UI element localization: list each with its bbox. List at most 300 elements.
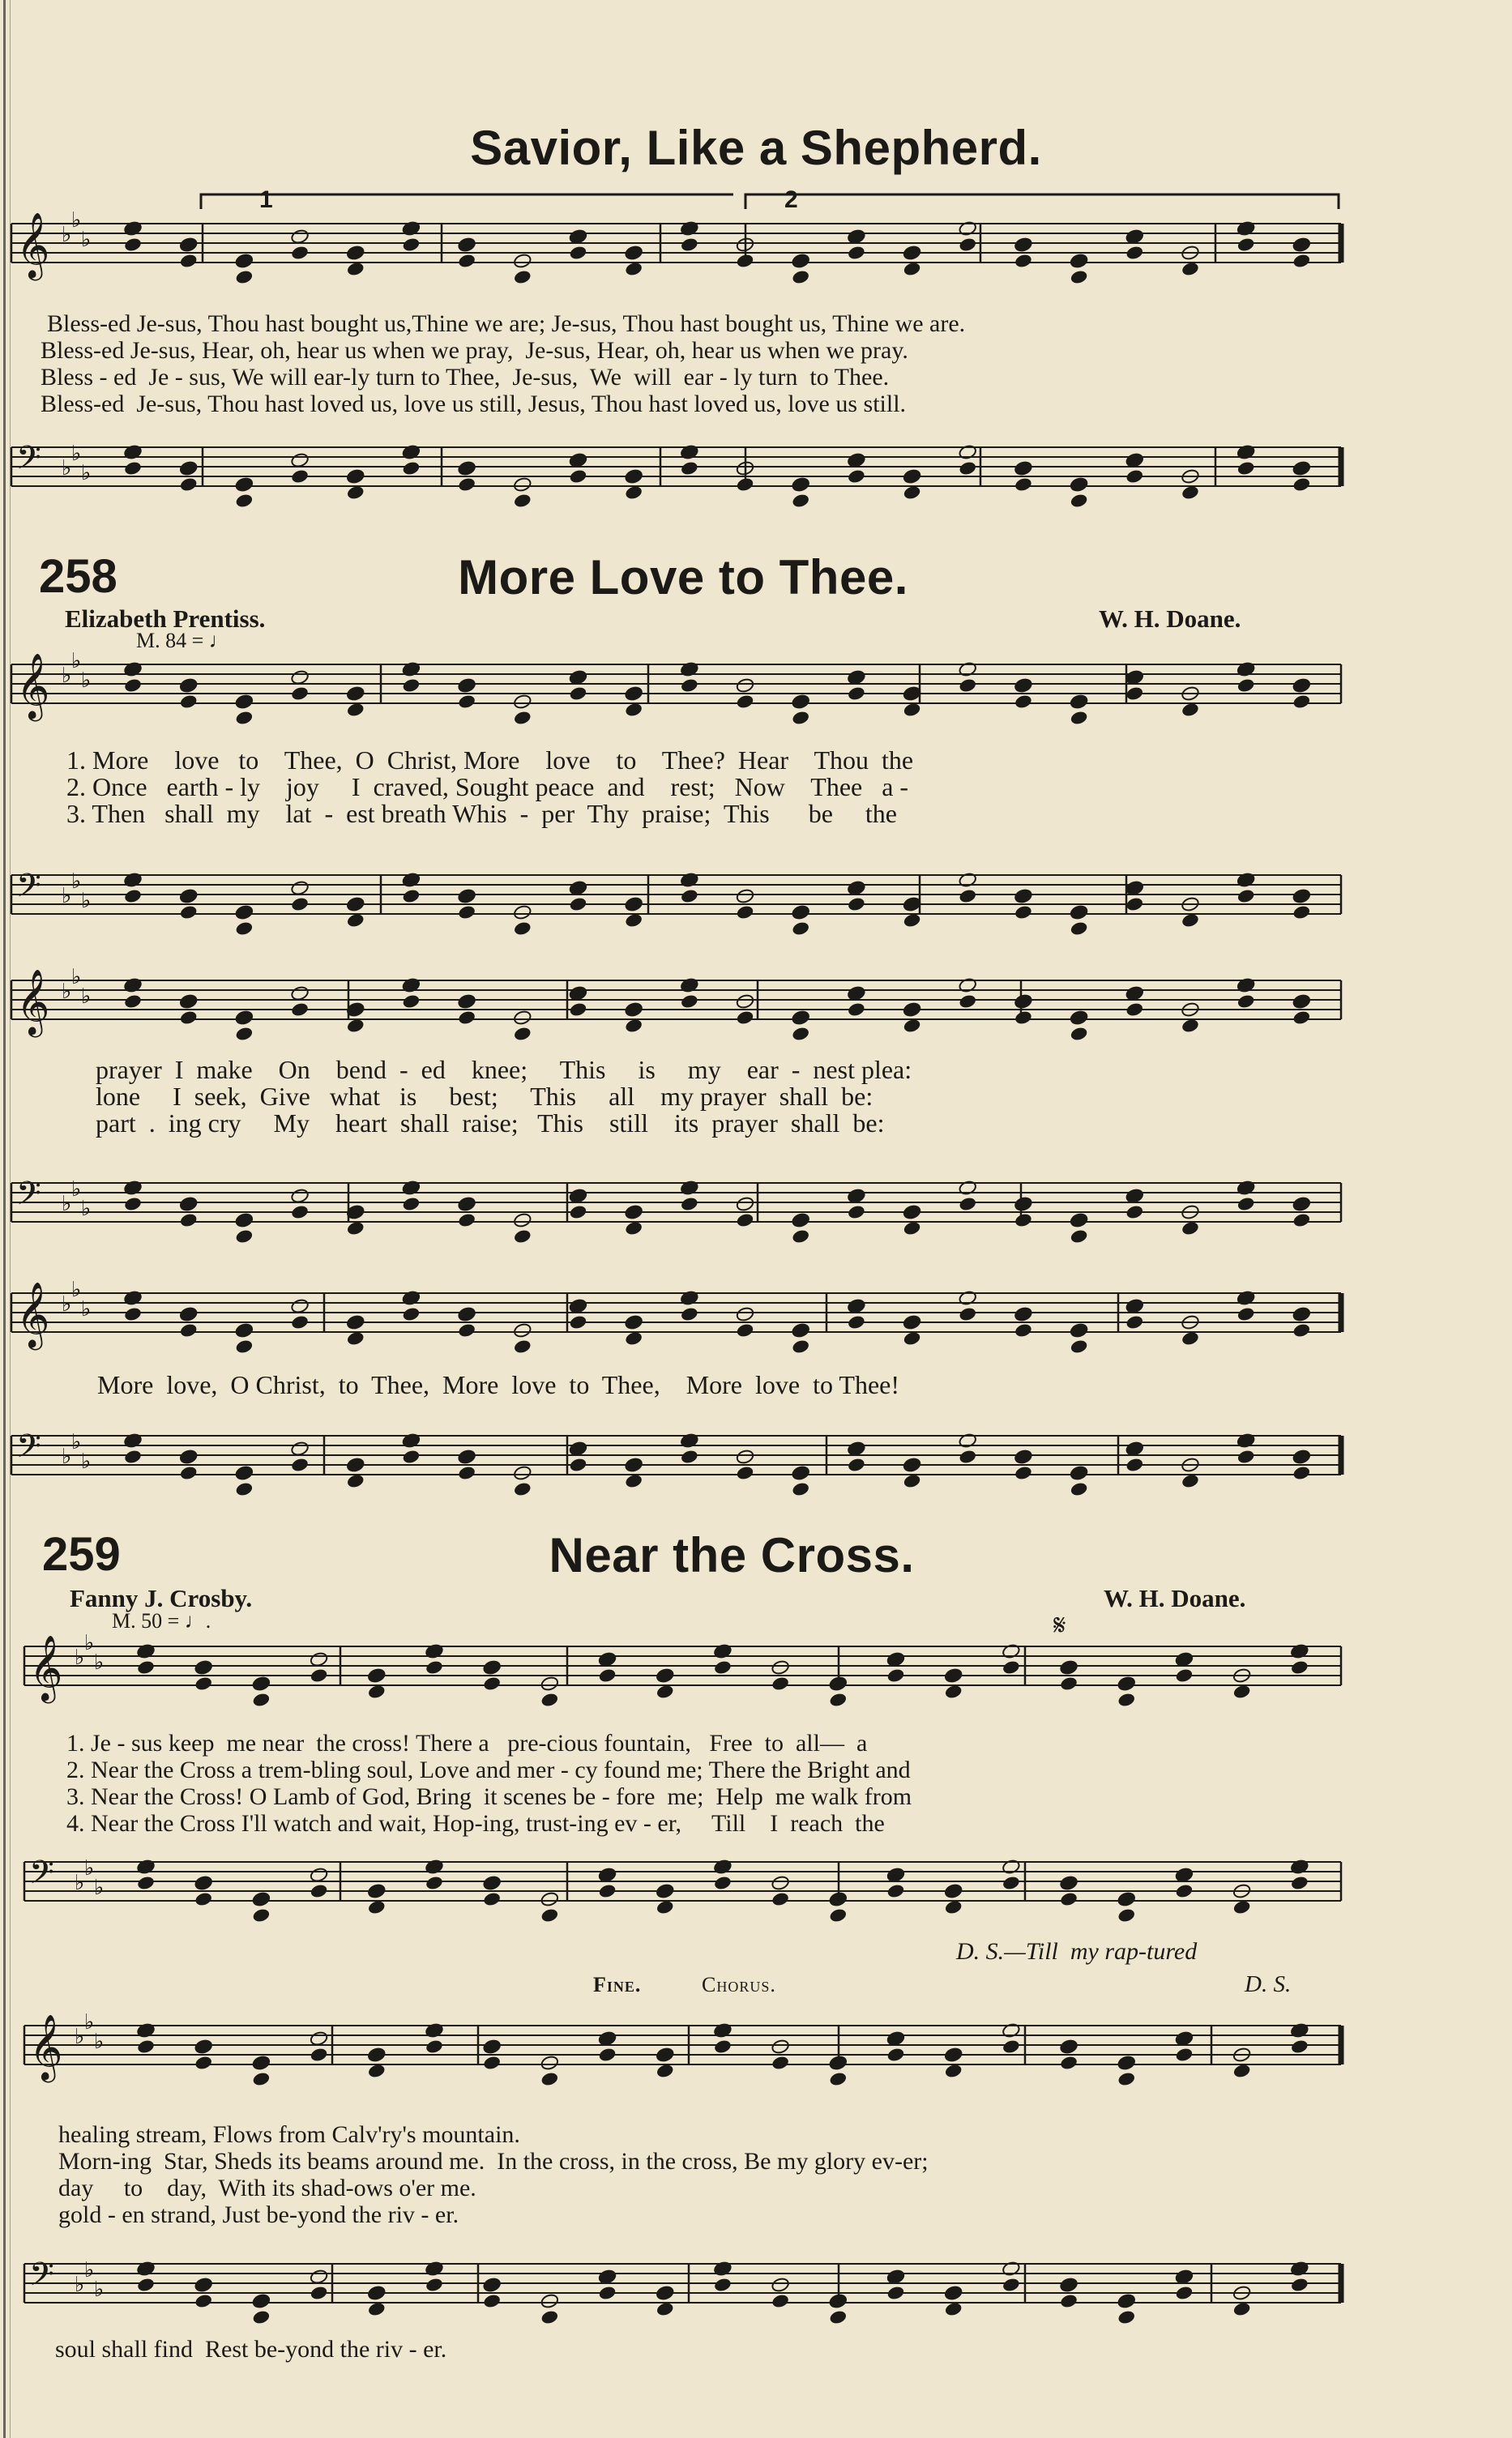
note-head: [482, 1659, 502, 1676]
note-head: [1292, 253, 1312, 269]
note-head: [1175, 1667, 1194, 1684]
note-head: [1181, 912, 1200, 929]
note-head: [540, 1676, 560, 1692]
note-head: [310, 2269, 329, 2285]
note-head: [290, 228, 310, 245]
note-head: [457, 237, 476, 253]
flat-sign-icon: ♭: [81, 228, 92, 252]
note-head: [179, 993, 199, 1010]
note-head: [1059, 1875, 1078, 1891]
note-head: [624, 468, 643, 485]
note-head: [513, 694, 532, 710]
note-head: [1292, 694, 1312, 710]
note-head: [235, 1010, 254, 1026]
note-head: [958, 677, 977, 694]
note-head: [656, 2047, 675, 2063]
note-head: [1059, 1676, 1078, 1692]
note-head: [847, 1188, 866, 1204]
note-head: [847, 1314, 866, 1330]
note-head: [1237, 888, 1256, 904]
note-head: [736, 904, 755, 920]
hymn3-s2-treble-staff: [24, 2010, 1341, 2082]
hymn2-s2-line-3: part . ing cry My heart shall raise; This still its prayer shall be:: [96, 1108, 885, 1138]
note-head: [290, 1314, 310, 1330]
note-head: [903, 1314, 922, 1330]
note-head: [310, 1667, 329, 1684]
note-head: [656, 2285, 675, 2301]
hymn-title-savior: Savior, Like a Shepherd.: [470, 121, 1042, 175]
note-head: [598, 2047, 617, 2063]
note-head: [513, 1026, 532, 1042]
note-head: [791, 1465, 810, 1481]
note-head: [791, 694, 810, 710]
note-head: [1070, 253, 1089, 269]
note-head: [736, 888, 755, 904]
note-head: [1125, 669, 1144, 685]
note-head: [513, 253, 532, 269]
note-head: [252, 1907, 271, 1924]
note-head: [1237, 1449, 1256, 1465]
hymn3-s1-line-2: 2. Near the Cross a trem-bling soul, Love and mer - cy found me; There the Bright and: [66, 1757, 911, 1783]
note-head: [1232, 1899, 1252, 1915]
note-head: [310, 2047, 329, 2063]
note-head: [1292, 1306, 1312, 1322]
note-head: [624, 685, 643, 702]
note-head: [1014, 237, 1033, 253]
flat-sign-icon: ♭: [62, 980, 72, 1004]
note-head: [1125, 468, 1144, 485]
note-head: [457, 1212, 476, 1228]
note-head: [847, 985, 866, 1001]
note-head: [903, 912, 922, 929]
note-head: [1125, 985, 1144, 1001]
note-head: [425, 2039, 444, 2055]
note-head: [1237, 1306, 1256, 1322]
note-head: [598, 1867, 617, 1883]
treble-clef-icon: 𝄞: [16, 211, 50, 278]
note-head: [367, 1899, 387, 1915]
note-head: [1117, 2055, 1136, 2071]
note-head: [847, 896, 866, 912]
note-head: [624, 1473, 643, 1489]
note-head: [680, 677, 699, 694]
note-head: [1125, 1001, 1144, 1018]
flat-sign-icon: ♭: [62, 884, 72, 908]
note-head: [513, 476, 532, 493]
note-head: [513, 1465, 532, 1481]
note-head: [1117, 1676, 1136, 1692]
note-head: [1117, 2309, 1136, 2325]
note-head: [847, 452, 866, 468]
note-head: [1292, 1465, 1312, 1481]
note-head: [1059, 2055, 1078, 2071]
note-head: [791, 904, 810, 920]
note-head: [136, 1659, 156, 1676]
flat-sign-icon: ♭: [81, 984, 92, 1009]
note-head: [482, 2039, 502, 2055]
note-head: [235, 253, 254, 269]
note-head: [136, 2039, 156, 2055]
note-head: [1290, 1875, 1309, 1891]
note-head: [958, 993, 977, 1010]
note-head: [123, 1306, 143, 1322]
note-head: [791, 493, 810, 509]
note-head: [771, 1891, 790, 1907]
hymn2-s3-treble-staff: [11, 1278, 1341, 1350]
note-head: [425, 2277, 444, 2293]
note-head: [179, 237, 199, 253]
hymn3-metronome: M. 50 = ♩.: [112, 1609, 211, 1633]
flat-sign-icon: ♭: [71, 869, 82, 894]
note-head: [235, 1481, 254, 1497]
note-head: [736, 476, 755, 493]
note-head: [1070, 1212, 1089, 1228]
note-head: [1292, 677, 1312, 694]
chorus-label: Chorus.: [702, 1973, 776, 1996]
note-head: [179, 460, 199, 476]
note-head: [598, 2030, 617, 2047]
note-head: [310, 2030, 329, 2047]
flat-sign-icon: ♭: [75, 2273, 85, 2297]
note-head: [680, 993, 699, 1010]
segno-sign: 𝄋: [1053, 1609, 1066, 1642]
flat-sign-icon: ♭: [71, 965, 82, 989]
note-head: [1117, 2293, 1136, 2309]
note-head: [886, 2269, 906, 2285]
note-head: [958, 1449, 977, 1465]
flat-sign-icon: ♭: [84, 1631, 95, 1655]
note-head: [903, 1330, 922, 1347]
note-head: [1181, 485, 1200, 501]
flat-sign-icon: ♭: [71, 649, 82, 673]
note-head: [791, 710, 810, 726]
note-head: [513, 269, 532, 285]
note-head: [1014, 253, 1033, 269]
note-head: [944, 2063, 963, 2079]
note-head: [680, 1306, 699, 1322]
note-head: [1070, 1481, 1089, 1497]
note-head: [1290, 1659, 1309, 1676]
note-head: [847, 669, 866, 685]
note-head: [179, 1449, 199, 1465]
note-head: [310, 2285, 329, 2301]
note-head: [457, 1010, 476, 1026]
note-head: [656, 2063, 675, 2079]
note-head: [540, 1692, 560, 1708]
note-head: [1070, 1465, 1089, 1481]
note-head: [828, 2309, 848, 2325]
note-head: [290, 1188, 310, 1204]
note-head: [1290, 2277, 1309, 2293]
hymn2-s1-line-1: 1. More love to Thee, O Christ, More love to Thee? Hear Thou the: [66, 745, 914, 775]
note-head: [771, 2039, 790, 2055]
flat-sign-icon: ♭: [75, 1646, 85, 1670]
note-head: [680, 460, 699, 476]
note-head: [540, 2071, 560, 2087]
note-head: [847, 1441, 866, 1457]
note-head: [123, 460, 143, 476]
note-head: [1175, 1883, 1194, 1899]
note-head: [457, 1322, 476, 1339]
note-head: [1070, 1026, 1089, 1042]
note-head: [310, 1651, 329, 1667]
note-head: [367, 1883, 387, 1899]
note-head: [1125, 228, 1144, 245]
note-head: [235, 269, 254, 285]
note-head: [886, 2047, 906, 2063]
note-head: [736, 1010, 755, 1026]
note-head: [958, 1306, 977, 1322]
flat-sign-icon: ♭: [71, 1177, 82, 1202]
note-head: [791, 269, 810, 285]
note-head: [290, 1204, 310, 1220]
note-head: [624, 1001, 643, 1018]
note-head: [346, 1018, 365, 1034]
note-head: [367, 2063, 387, 2079]
flat-sign-icon: ♭: [62, 1445, 72, 1469]
note-head: [235, 1212, 254, 1228]
note-head: [1232, 2063, 1252, 2079]
note-head: [791, 1228, 810, 1245]
note-head: [457, 1449, 476, 1465]
note-head: [540, 2309, 560, 2325]
hymn3-s2-line-4: gold - en strand, Just be-yond the riv - er.: [58, 2201, 459, 2228]
note-head: [235, 1322, 254, 1339]
note-head: [1014, 993, 1033, 1010]
note-head: [1292, 1010, 1312, 1026]
note-head: [1125, 896, 1144, 912]
note-head: [569, 880, 588, 896]
note-head: [791, 1339, 810, 1355]
note-head: [1014, 888, 1033, 904]
note-head: [1237, 1196, 1256, 1212]
note-head: [179, 1196, 199, 1212]
note-head: [828, 1692, 848, 1708]
note-head: [194, 2039, 213, 2055]
flat-sign-icon: ♭: [94, 2030, 105, 2054]
hymn3-composer: W. H. Doane.: [1104, 1584, 1246, 1612]
note-head: [123, 993, 143, 1010]
note-head: [656, 1883, 675, 1899]
note-head: [958, 1196, 977, 1212]
note-head: [482, 2055, 502, 2071]
note-head: [346, 245, 365, 261]
note-head: [1181, 1220, 1200, 1236]
hymn-title-near-the-cross: Near the Cross.: [549, 1528, 915, 1582]
note-head: [656, 1684, 675, 1700]
treble-clef-icon: 𝄞: [16, 652, 50, 719]
note-head: [656, 1899, 675, 1915]
note-head: [944, 2285, 963, 2301]
flat-sign-icon: ♭: [94, 1876, 105, 1900]
note-head: [886, 1651, 906, 1667]
note-head: [791, 1010, 810, 1026]
note-head: [1070, 694, 1089, 710]
note-head: [367, 2301, 387, 2317]
note-head: [235, 1465, 254, 1481]
note-head: [235, 493, 254, 509]
note-head: [513, 1228, 532, 1245]
note-head: [569, 468, 588, 485]
note-head: [1175, 1651, 1194, 1667]
flat-sign-icon: ♭: [62, 456, 72, 480]
note-head: [179, 253, 199, 269]
note-head: [1117, 2071, 1136, 2087]
note-head: [736, 1306, 755, 1322]
note-head: [290, 468, 310, 485]
note-head: [886, 1883, 906, 1899]
note-head: [179, 1010, 199, 1026]
treble-clef-icon: 𝄞: [29, 1634, 63, 1701]
note-head: [828, 1907, 848, 1924]
note-head: [1232, 1684, 1252, 1700]
note-head: [402, 1196, 421, 1212]
note-head: [310, 1883, 329, 1899]
hymn3-s2-bass-staff: [24, 2256, 1341, 2303]
note-head: [680, 237, 699, 253]
note-head: [771, 2293, 790, 2309]
note-head: [903, 261, 922, 277]
note-head: [944, 1883, 963, 1899]
ds-label: D. S.: [1245, 1971, 1292, 1997]
note-head: [656, 1667, 675, 1684]
note-head: [290, 685, 310, 702]
bass-clef-icon: 𝄢: [29, 1854, 54, 1899]
note-head: [903, 485, 922, 501]
note-head: [791, 476, 810, 493]
note-head: [346, 1457, 365, 1473]
note-head: [540, 2293, 560, 2309]
note-head: [569, 985, 588, 1001]
note-head: [1002, 1659, 1021, 1676]
note-head: [1292, 888, 1312, 904]
note-head: [598, 1667, 617, 1684]
note-head: [1125, 1298, 1144, 1314]
note-head: [179, 677, 199, 694]
note-head: [847, 880, 866, 896]
note-head: [252, 2293, 271, 2309]
note-head: [513, 904, 532, 920]
hymn2-s2-treble-staff: [11, 965, 1341, 1037]
note-head: [903, 702, 922, 718]
note-head: [1070, 1010, 1089, 1026]
note-head: [346, 261, 365, 277]
note-head: [886, 2285, 906, 2301]
note-head: [179, 694, 199, 710]
flat-sign-icon: ♭: [81, 668, 92, 693]
note-head: [886, 1667, 906, 1684]
note-head: [958, 237, 977, 253]
note-head: [791, 920, 810, 937]
hymn2-s2-line-2: lone I seek, Give what is best; This all my prayer shall be:: [96, 1082, 873, 1111]
note-head: [1014, 694, 1033, 710]
note-head: [1175, 2047, 1194, 2063]
note-head: [569, 1314, 588, 1330]
note-head: [513, 1322, 532, 1339]
note-head: [425, 1659, 444, 1676]
note-head: [252, 1676, 271, 1692]
flat-sign-icon: ♭: [71, 1430, 82, 1454]
flat-sign-icon: ♭: [71, 208, 82, 233]
flat-sign-icon: ♭: [71, 1278, 82, 1302]
note-head: [569, 1188, 588, 1204]
hymn3-s1-line-4: 4. Near the Cross I'll watch and wait, Hop-ing, trust-ing ev - er, Till I reach the: [66, 1810, 885, 1837]
hymn2-s1-treble-staff: [11, 649, 1341, 721]
note-head: [656, 2301, 675, 2317]
note-head: [680, 1449, 699, 1465]
flat-sign-icon: ♭: [62, 223, 72, 247]
note-head: [123, 677, 143, 694]
note-head: [1181, 702, 1200, 718]
bass-clef-icon: 𝄢: [29, 2256, 54, 2301]
note-head: [235, 920, 254, 937]
note-head: [1125, 685, 1144, 702]
hymn3-s1-treble-staff: [24, 1631, 1341, 1703]
note-head: [194, 2293, 213, 2309]
ds-lyric-line: D. S.—Till my rap-tured: [956, 1938, 1198, 1965]
note-head: [290, 1001, 310, 1018]
note-head: [290, 1298, 310, 1314]
note-head: [290, 245, 310, 261]
ending-2-label: 2: [784, 186, 798, 213]
note-head: [290, 896, 310, 912]
note-head: [886, 2030, 906, 2047]
note-head: [457, 904, 476, 920]
note-head: [624, 245, 643, 261]
note-head: [179, 1465, 199, 1481]
note-head: [179, 888, 199, 904]
note-head: [123, 888, 143, 904]
note-head: [1070, 493, 1089, 509]
note-head: [713, 2277, 733, 2293]
note-head: [346, 702, 365, 718]
flat-sign-icon: ♭: [62, 1292, 72, 1317]
note-head: [402, 460, 421, 476]
note-head: [346, 468, 365, 485]
hymn2-s1-line-3: 3. Then shall my lat - est breath Whis - per Thy praise; This be the: [66, 799, 897, 828]
flat-sign-icon: ♭: [81, 1297, 92, 1321]
note-head: [252, 1692, 271, 1708]
ending-1-label: 1: [259, 186, 273, 213]
note-head: [1014, 1465, 1033, 1481]
note-head: [1070, 904, 1089, 920]
note-head: [680, 1196, 699, 1212]
note-head: [482, 2277, 502, 2293]
note-head: [346, 1314, 365, 1330]
note-head: [736, 1196, 755, 1212]
note-head: [771, 1875, 790, 1891]
note-head: [1292, 1449, 1312, 1465]
note-head: [944, 1667, 963, 1684]
note-head: [425, 1875, 444, 1891]
hymn3-s1-line-3: 3. Near the Cross! O Lamb of God, Bring it scenes be - fore me; Help me walk from: [66, 1783, 912, 1810]
note-head: [252, 1891, 271, 1907]
note-head: [457, 1196, 476, 1212]
note-head: [736, 253, 755, 269]
note-head: [457, 677, 476, 694]
note-head: [1002, 2277, 1021, 2293]
note-head: [886, 1867, 906, 1883]
note-head: [1175, 1867, 1194, 1883]
fine-label: Fine.: [593, 1973, 642, 1996]
note-head: [1059, 1891, 1078, 1907]
flat-sign-icon: ♭: [75, 2025, 85, 2049]
note-head: [1070, 476, 1089, 493]
note-head: [482, 1891, 502, 1907]
note-head: [1014, 460, 1033, 476]
hymn2-refrain: More love, O Christ, to Thee, More love to Thee, More love to Thee!: [97, 1370, 900, 1399]
note-head: [1125, 1204, 1144, 1220]
